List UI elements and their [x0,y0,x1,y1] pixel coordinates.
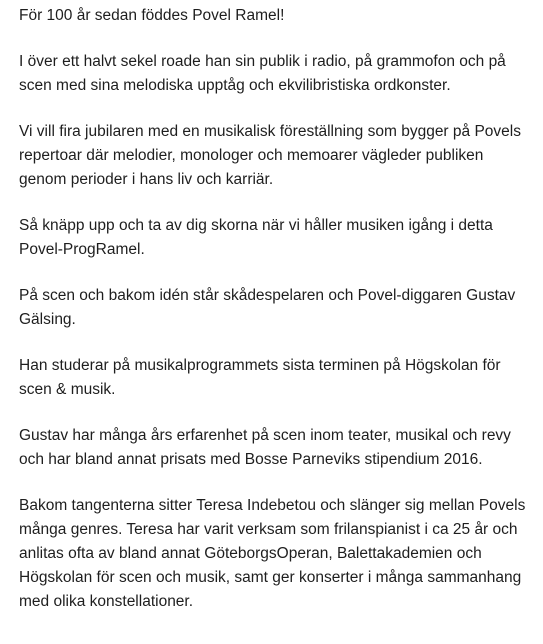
article-paragraph: Han studerar på musikalprogrammets sista terminen på Högskolan för scen & musik. [19,357,501,398]
article-body [19,4,534,636]
article-paragraph: Bakom tangenterna sitter Teresa Indebetou och slänger sig mellan Povels många genres. Teresa har varit verksam som frilanspianist i ca 25 år och anlitas ofta av bland annat GöteborgsOperan, Balettakademien och Högskolan för scen och musik, samt ger konserter i många sammanhang med olika konstellationer. [19,497,526,610]
article-paragraph: Så knäpp upp och ta av dig skorna när vi håller musiken igång i detta Povel-ProgRamel. [19,217,493,258]
article-paragraph: I över ett halvt sekel roade han sin publik i radio, på grammofon och på scen med sina melodiska upptåg och ekvilibristiska ordkonster. [19,53,506,94]
article-paragraph: På scen och bakom idén står skådespelaren och Povel-diggaren Gustav Gälsing. [19,287,516,328]
article-paragraph-intro: För 100 år sedan föddes Povel Ramel! [19,7,285,24]
article-paragraph: Gustav har många års erfarenhet på scen inom teater, musikal och revy och har bland annat prisats med Bosse Parneviks stipendium 2016. [19,427,511,468]
article-paragraph: Vi vill fira jubilaren med en musikalisk föreställning som bygger på Povels repertoar där melodier, monologer och memoarer vägleder publiken genom perioder i hans liv och karriär. [19,123,521,188]
